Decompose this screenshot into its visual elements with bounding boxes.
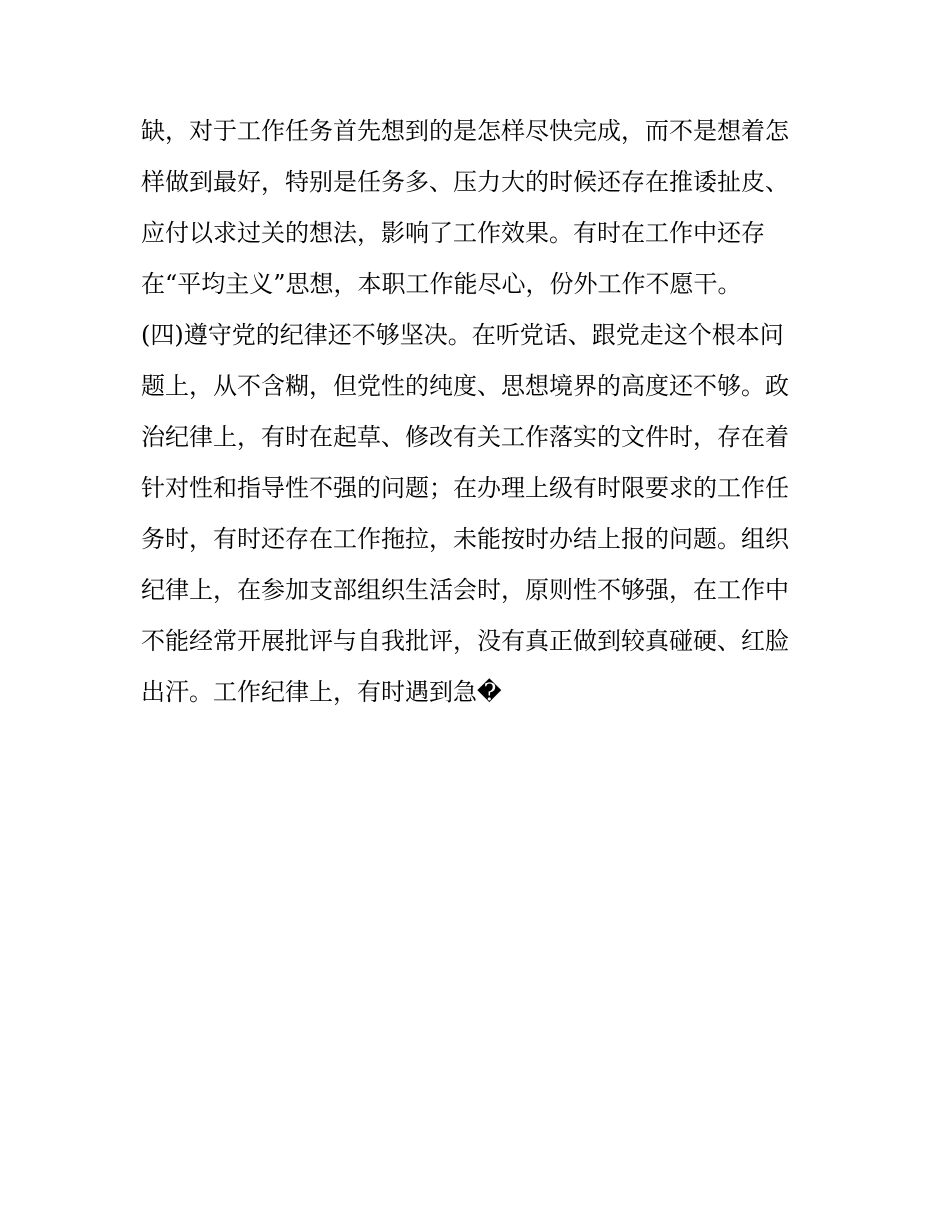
- text-line: (四)遵守党的纪律还不够坚决。在听党话、跟党走这个根本问: [141, 321, 784, 349]
- text-line: 样做到最好，特别是任务多、压力大的时候还存在推诿扯皮、: [141, 168, 789, 196]
- text-line: 应付以求过关的想法，影响了工作效果。有时在工作中还存: [141, 219, 765, 247]
- text-line: 在“平均主义”思想，本职工作能尽心，份外工作不愿干。: [141, 270, 742, 298]
- body-text: [141, 106, 821, 718]
- text-line: 出汗。工作纪律上，有时遇到急�: [141, 678, 502, 706]
- text-line: 不能经常开展批评与自我批评，没有真正做到较真碰硬、红脸: [141, 627, 789, 655]
- text-line: 题上，从不含糊，但党性的纯度、思想境界的高度还不够。政: [141, 372, 789, 400]
- text-line: 缺，对于工作任务首先想到的是怎样尽快完成，而不是想着怎: [141, 117, 789, 145]
- text-line: 纪律上，在参加支部组织生活会时，原则性不够强，在工作中: [141, 576, 789, 604]
- text-line: 针对性和指导性不强的问题；在办理上级有时限要求的工作任: [141, 474, 789, 502]
- text-line: 务时，有时还存在工作拖拉，未能按时办结上报的问题。组织: [141, 525, 789, 553]
- text-line: 治纪律上，有时在起草、修改有关工作落实的文件时，存在着: [141, 423, 789, 451]
